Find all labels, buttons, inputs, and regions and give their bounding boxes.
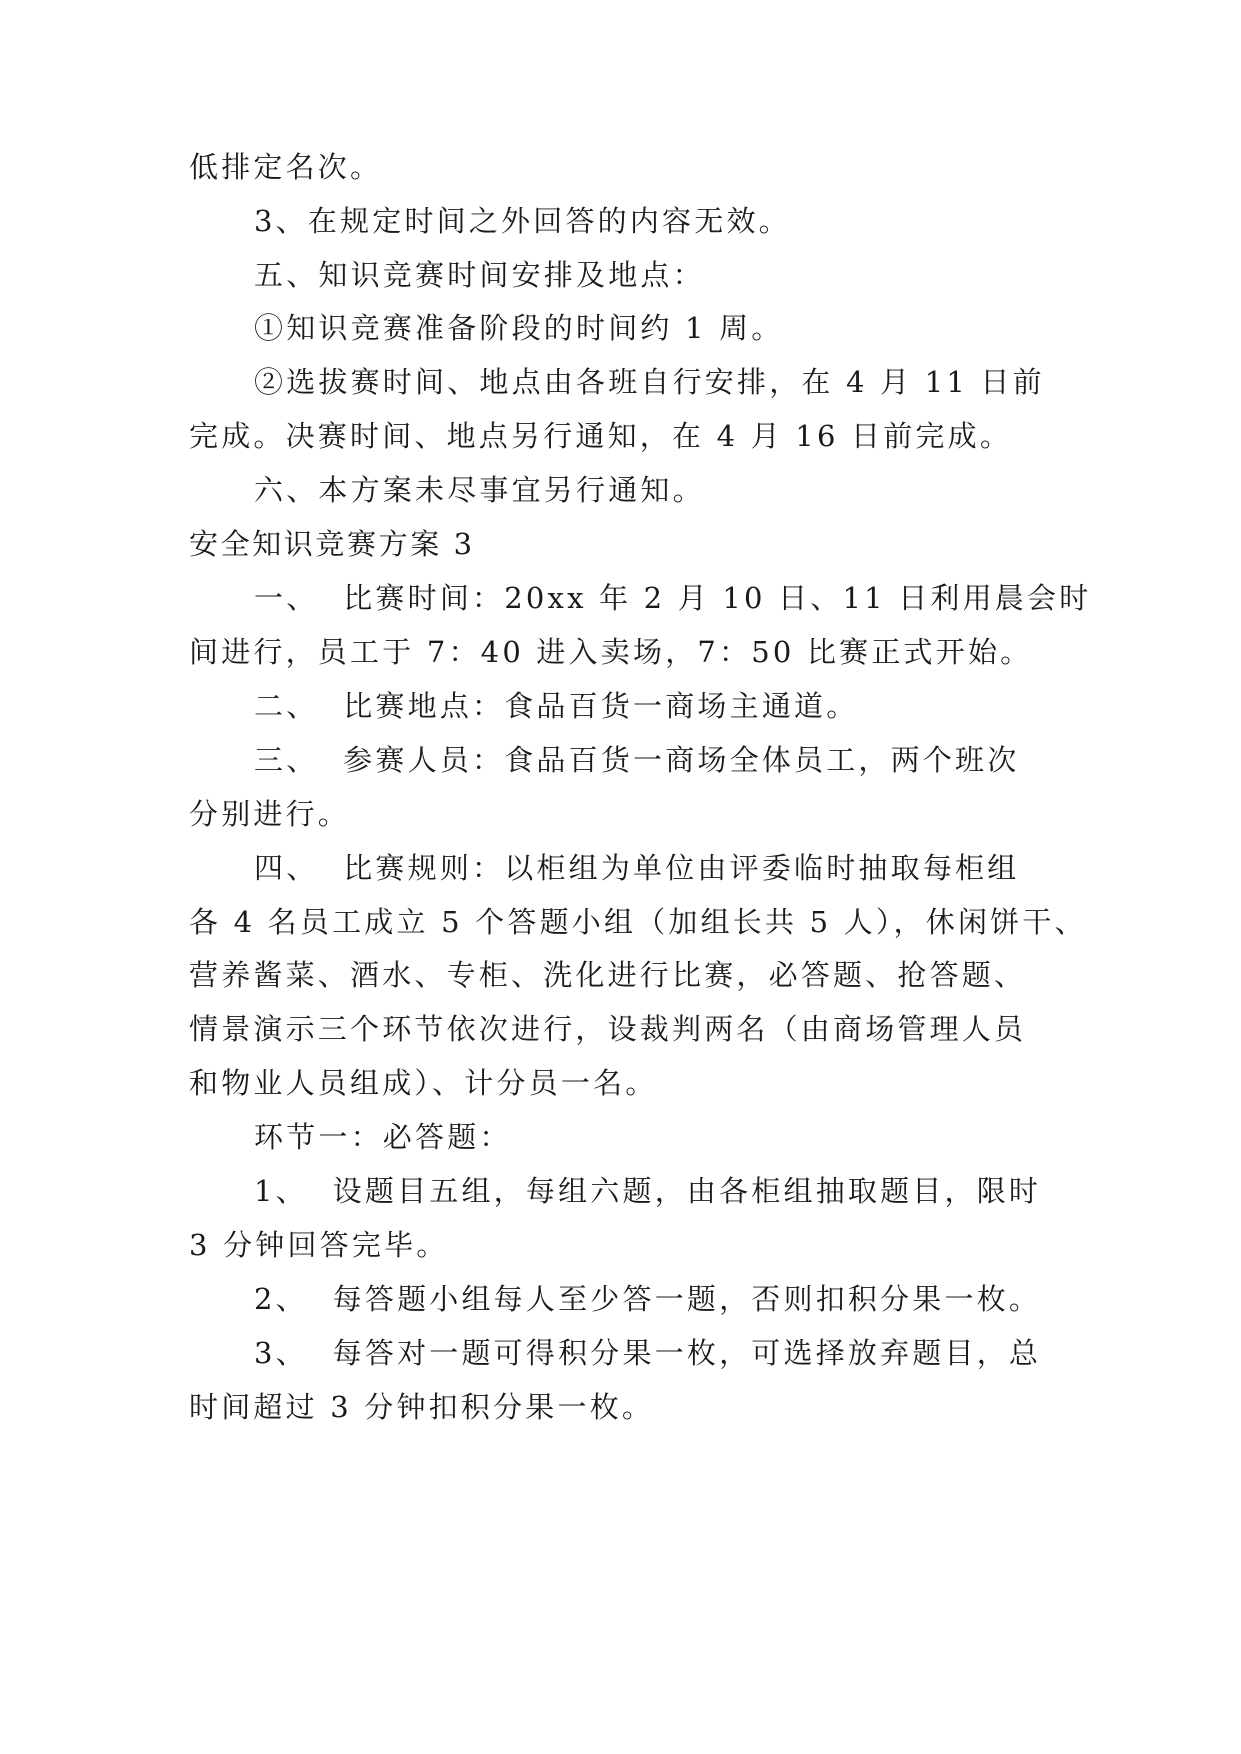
paragraph-line: 营养酱菜、酒水、专柜、洗化进行比赛，必答题、抢答题、: [189, 958, 1027, 992]
paragraph-line: 六、本方案未尽事宜另行通知。: [254, 473, 705, 507]
paragraph-line: 3、 每答对一题可得积分果一枚，可选择放弃题目，总: [254, 1336, 1042, 1370]
section-heading: 环节一：必答题：: [254, 1120, 512, 1154]
paragraph-line: 分别进行。: [189, 797, 351, 831]
paragraph-line: 和物业人员组成）、计分员一名。: [189, 1066, 658, 1100]
paragraph-line: 3 分钟回答完毕。: [189, 1228, 449, 1262]
paragraph-line: 情景演示三个环节依次进行，设裁判两名（由商场管理人员: [189, 1012, 1027, 1046]
paragraph-line: 各 4 名员工成立 5 个答题小组（加组长共 5 人），休闲饼干、: [189, 905, 1087, 939]
paragraph-line: 四、 比赛规则：以柜组为单位由评委临时抽取每柜组: [254, 851, 1020, 885]
paragraph-line: 一、 比赛时间：20xx 年 2 月 10 日、11 日利用晨会时: [254, 581, 1092, 615]
paragraph-line: ①知识竞赛准备阶段的时间约 1 周。: [254, 311, 784, 345]
section-heading: 五、知识竞赛时间安排及地点：: [254, 258, 705, 292]
paragraph-line: ②选拔赛时间、地点由各班自行安排，在 4 月 11 日前: [254, 365, 1045, 399]
paragraph-line: 3、在规定时间之外回答的内容无效。: [254, 204, 791, 238]
paragraph-line: 时间超过 3 分钟扣积分果一枚。: [189, 1390, 655, 1424]
paragraph-line: 完成。决赛时间、地点另行通知，在 4 月 16 日前完成。: [189, 419, 1013, 453]
paragraph-line: 2、 每答题小组每人至少答一题，否则扣积分果一枚。: [254, 1282, 1042, 1316]
paragraph-line: 二、 比赛地点：食品百货一商场主通道。: [254, 689, 859, 723]
paragraph-line: 间进行，员工于 7：40 进入卖场，7：50 比赛正式开始。: [189, 635, 1033, 669]
document-title: 安全知识竞赛方案 3: [189, 527, 475, 561]
paragraph-line: 低排定名次。: [189, 150, 383, 184]
paragraph-line: 三、 参赛人员：食品百货一商场全体员工，两个班次: [254, 743, 1020, 777]
paragraph-line: 1、 设题目五组，每组六题，由各柜组抽取题目，限时: [254, 1174, 1042, 1208]
